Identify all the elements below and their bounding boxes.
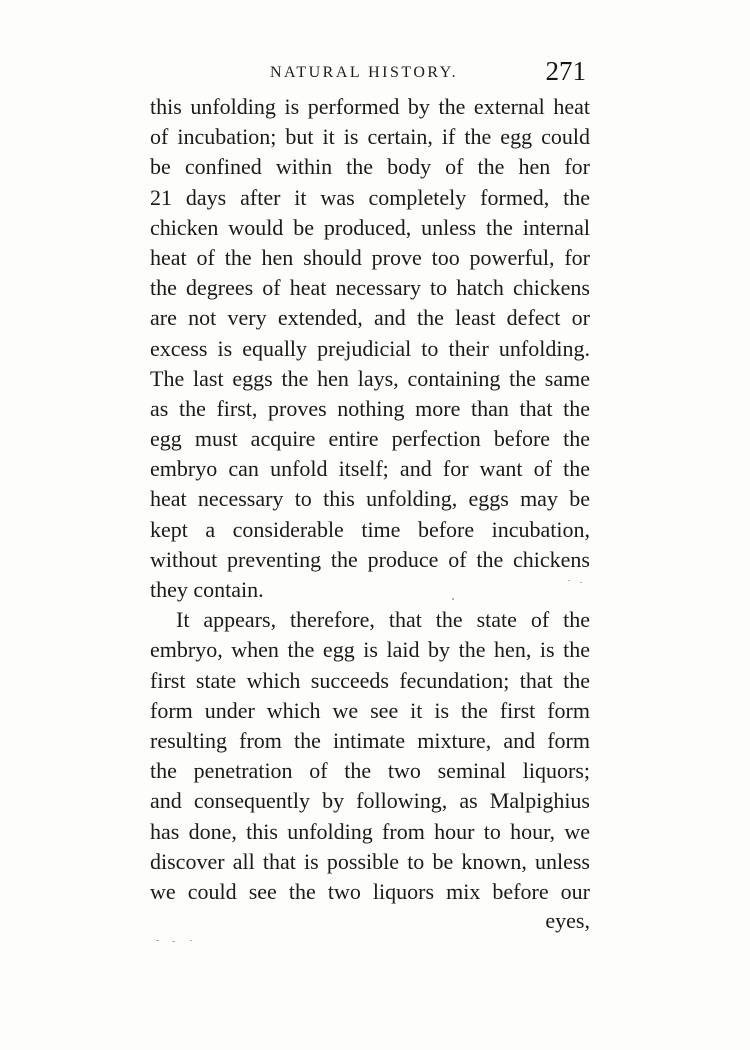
- text-line: The last eggs the hen lays, containing the same: [150, 365, 590, 391]
- ink-speck: [156, 940, 159, 941]
- text-line: 21 days after it was completely formed, the: [150, 184, 590, 210]
- page-number: 271: [545, 56, 586, 86]
- text-line: heat necessary to this unfolding, eggs may be: [150, 486, 590, 512]
- paragraph-start-line: It appears, therefore, that the state of the: [176, 607, 590, 633]
- text-line: chicken would be produced, unless the internal: [150, 214, 590, 240]
- text-line: excess is equally prejudicial to their unfolding.: [150, 335, 590, 361]
- text-line: the penetration of the two seminal liquors;: [150, 758, 590, 784]
- running-title: NATURAL HISTORY.: [270, 64, 459, 81]
- text-line: are not very extended, and the least defect or: [150, 305, 590, 331]
- text-line: embryo, when the egg is laid by the hen, is the: [150, 637, 590, 663]
- text-line: egg must acquire entire perfection before the: [150, 426, 590, 452]
- text-line: heat of the hen should prove too powerful, for: [150, 244, 590, 270]
- ink-speck: [452, 598, 454, 600]
- text-line: and consequently by following, as Malpighius: [150, 788, 590, 814]
- text-line: resulting from the intimate mixture, and form: [150, 727, 590, 753]
- paragraph-end-line: they contain.: [150, 577, 264, 602]
- running-head: [150, 56, 590, 92]
- text-line: the degrees of heat necessary to hatch chickens: [150, 275, 590, 301]
- text-line: we could see the two liquors mix before our: [150, 878, 590, 904]
- body-text: [150, 92, 590, 907]
- ink-speck: [172, 941, 175, 942]
- text-line: form under which we see it is the first form: [150, 697, 590, 723]
- text-line: without preventing the produce of the chickens: [150, 546, 590, 572]
- ink-speck: [580, 582, 582, 583]
- ink-speck: [568, 580, 570, 581]
- text-line: this unfolding is performed by the external heat: [150, 94, 590, 119]
- text-line: embryo can unfold itself; and for want of the: [150, 456, 590, 482]
- text-line: of incubation; but it is certain, if the egg could: [150, 124, 590, 150]
- text-line: be confined within the body of the hen for: [150, 154, 590, 180]
- text-line: as the first, proves nothing more than that the: [150, 395, 590, 421]
- text-line: discover all that is possible to be known, unless: [150, 848, 590, 874]
- ink-speck: [190, 940, 192, 941]
- catchword: eyes,: [545, 908, 590, 933]
- text-line: first state which succeeds fecundation; that the: [150, 667, 590, 693]
- text-line: kept a considerable time before incubation,: [150, 516, 590, 542]
- text-line: has done, this unfolding from hour to hour, we: [150, 818, 590, 844]
